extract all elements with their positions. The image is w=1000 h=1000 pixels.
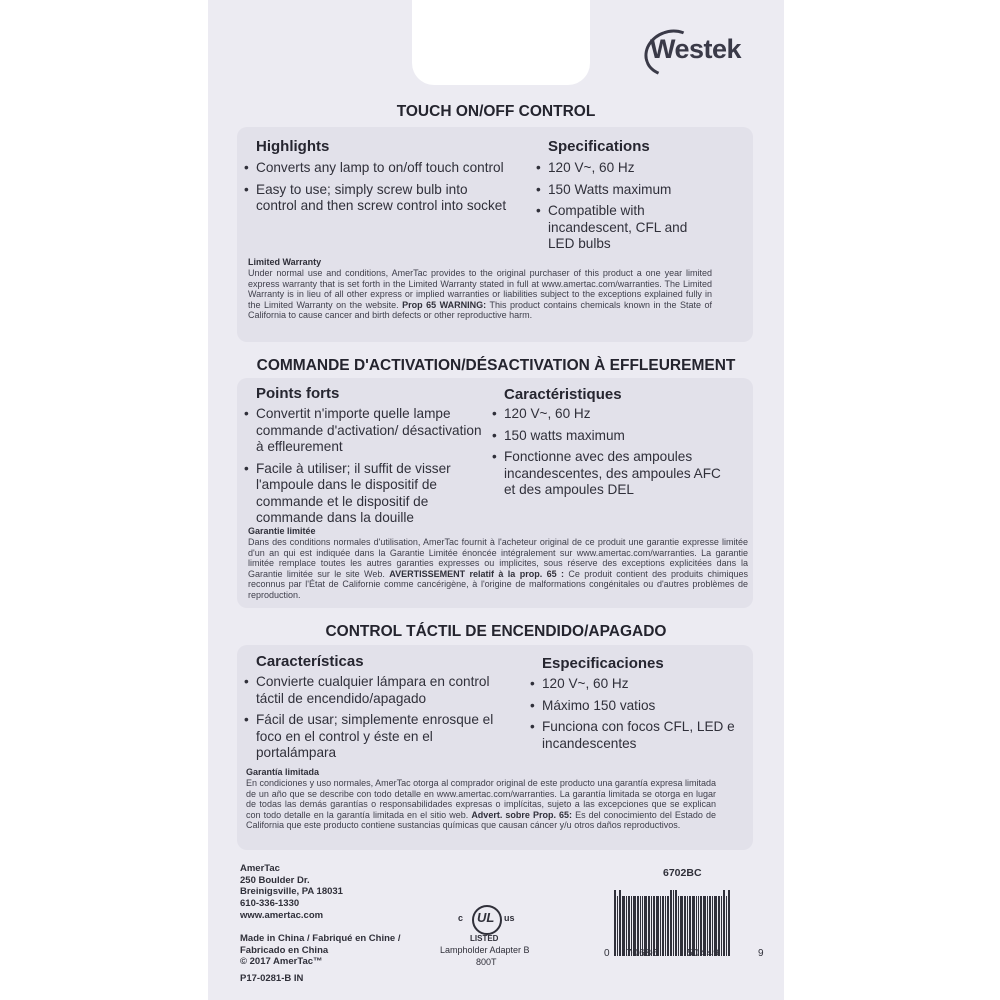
list-item: • 120 V~, 60 Hz bbox=[530, 676, 740, 693]
list-item: • Fácil de usar; simplemente enrosque el foco en el control y éste en el portalámpara bbox=[244, 712, 514, 762]
list-item: • Máximo 150 vatios bbox=[530, 698, 740, 715]
ul-product-desc: Lampholder Adapter B bbox=[440, 945, 530, 955]
spanish-prop65-label: Advert. sobre Prop. 65: bbox=[471, 809, 573, 820]
barcode-right-digits: 50449 bbox=[687, 948, 720, 959]
made-in-line-2: Fabricado en China bbox=[240, 944, 329, 956]
list-item: • Funciona con focos CFL, LED e incandescentes bbox=[530, 719, 740, 752]
ul-listed: LISTED bbox=[470, 934, 499, 943]
french-prop65-label: AVERTISSEMENT relatif à la prop. 65 : bbox=[389, 568, 564, 579]
ul-code: 800T bbox=[476, 957, 497, 967]
company-name: AmerTac bbox=[240, 863, 280, 874]
company-city: Breinigsville, PA 18031 bbox=[240, 886, 343, 897]
spanish-highlights-heading: Características bbox=[256, 653, 364, 670]
model-number: 6702BC bbox=[663, 867, 702, 879]
french-highlights-list bbox=[244, 406, 489, 532]
english-warranty-heading: Limited Warranty bbox=[248, 257, 322, 267]
list-item: • Convierte cualquier lámpara en control táctil de encendido/apagado bbox=[244, 674, 514, 707]
list-item: • 150 Watts maximum bbox=[536, 182, 701, 199]
ul-c-label: c bbox=[458, 913, 464, 923]
french-warranty-text bbox=[248, 537, 748, 601]
spanish-warranty-heading: Garantía limitada bbox=[246, 767, 320, 777]
french-specs-heading: Caractéristiques bbox=[504, 386, 622, 403]
english-highlights-heading: Highlights bbox=[256, 138, 330, 155]
made-in-line-1: Made in China / Fabriqué en Chine / bbox=[240, 933, 401, 944]
english-specs-heading: Specifications bbox=[548, 138, 650, 155]
english-title: TOUCH ON/OFF CONTROL bbox=[396, 103, 596, 120]
french-prop65-text: Ce produit contient des produits chimiques reconnus par l'État de Californie comme cancérigène, à l'origine de malformations congénitales ou d'autres problèmes de reproduction. bbox=[248, 568, 748, 600]
french-highlights-heading: Points forts bbox=[256, 385, 340, 402]
barcode-left-digits: 70686 bbox=[626, 948, 659, 959]
company-address bbox=[240, 863, 343, 909]
spanish-warranty-text bbox=[246, 778, 716, 831]
list-item: • 120 V~, 60 Hz bbox=[492, 406, 732, 423]
spanish-highlights-list bbox=[244, 674, 514, 767]
barcode-lead-digit: 0 bbox=[604, 948, 610, 959]
company-website: www.amertac.com bbox=[240, 910, 324, 921]
spanish-warranty-body: En condiciones y uso normales, AmerTac otorga al comprador original de este producto una garantía expresa limitada de un año que se describe con todo detalle en www.amertac.com/warranties. La garantía limitada se otorga en lugar de todas las demás garantías o responsabilidades expresas o implícitas, sujeto a las excepciones que se explican con todo detalle en la garantía limitada en el sitio web. bbox=[246, 778, 716, 820]
list-item: • 120 V~, 60 Hz bbox=[536, 160, 701, 177]
copyright: © 2017 AmerTac™ bbox=[240, 956, 323, 967]
english-highlights-list bbox=[244, 160, 509, 220]
spanish-prop65-text: Es del conocimiento del Estado de California que este producto contiene sustancias químicas que causan cáncer y/u otros daños reproductivos. bbox=[246, 809, 716, 831]
hang-hole bbox=[412, 0, 590, 85]
ul-logo-text: UL bbox=[477, 910, 495, 925]
barcode-icon bbox=[614, 886, 754, 956]
french-warranty-body: Dans des conditions normales d'utilisation, AmerTac fournit à l'acheteur original de ce produit une garantie expresse limitée d'un an qui est indiquée dans la Garantie Limitée énoncée intégralement sur www.amertac.com/warranties. La garantie limitée remplace toutes les autres garanties expresses ou implicites, sous réserve des exceptions explicitées dans la Garantie limitée sur le site Web. bbox=[248, 537, 748, 579]
english-warranty-text bbox=[248, 268, 712, 321]
company-phone: 610-336-1330 bbox=[240, 897, 300, 909]
list-item: • Convertit n'importe quelle lampe commande d'activation/ désactivation à effleurement bbox=[244, 406, 489, 456]
list-item: • 150 watts maximum bbox=[492, 428, 732, 445]
french-title: COMMANDE D'ACTIVATION/DÉSACTIVATION À EFFLEUREMENT bbox=[256, 357, 736, 374]
spanish-specs-list bbox=[530, 676, 740, 757]
ul-us-label: us bbox=[504, 913, 515, 923]
list-item: • Fonctionne avec des ampoules incandescentes, des ampoules AFC et des ampoules DEL bbox=[492, 449, 732, 499]
list-item: • Converts any lamp to on/off touch control bbox=[244, 160, 509, 177]
westek-logo: Westek bbox=[650, 34, 742, 64]
part-number: P17-0281-B IN bbox=[240, 973, 304, 984]
spanish-title: CONTROL TÁCTIL DE ENCENDIDO/APAGADO bbox=[325, 623, 667, 640]
ul-listed-mark-icon bbox=[458, 905, 522, 935]
list-item: • Compatible with incandescent, CFL and LED bulbs bbox=[536, 203, 701, 253]
french-warranty-heading: Garantie limitée bbox=[248, 526, 316, 536]
origin-info bbox=[240, 933, 400, 968]
barcode-check-digit: 9 bbox=[758, 948, 764, 959]
company-street: 250 Boulder Dr. bbox=[240, 874, 310, 886]
french-specs-list bbox=[492, 406, 732, 504]
spanish-specs-heading: Especificaciones bbox=[542, 655, 664, 672]
list-item: • Facile à utiliser; il suffit de visser l'ampoule dans le dispositif de commande et le dispositif de commande dans la douille bbox=[244, 461, 489, 527]
english-specs-list bbox=[536, 160, 701, 258]
english-prop65-label: Prop 65 WARNING: bbox=[402, 299, 487, 310]
list-item: • Easy to use; simply screw bulb into control and then screw control into socket bbox=[244, 182, 509, 215]
english-warranty-body: Under normal use and conditions, AmerTac provides to the original purchaser of this product a one year limited express warranty that is set forth in the Limited Warranty stated in full at www.amertac.com/warranties. The Limited Warranty is in lieu of all other express or implied warranties or liabilities subject to the exceptions explained fully in the Limited Warranty on the website. bbox=[248, 268, 712, 310]
english-prop65-text: This product contains chemicals known in the State of California to cause cancer and birth defects or other reproductive harm. bbox=[248, 299, 712, 321]
